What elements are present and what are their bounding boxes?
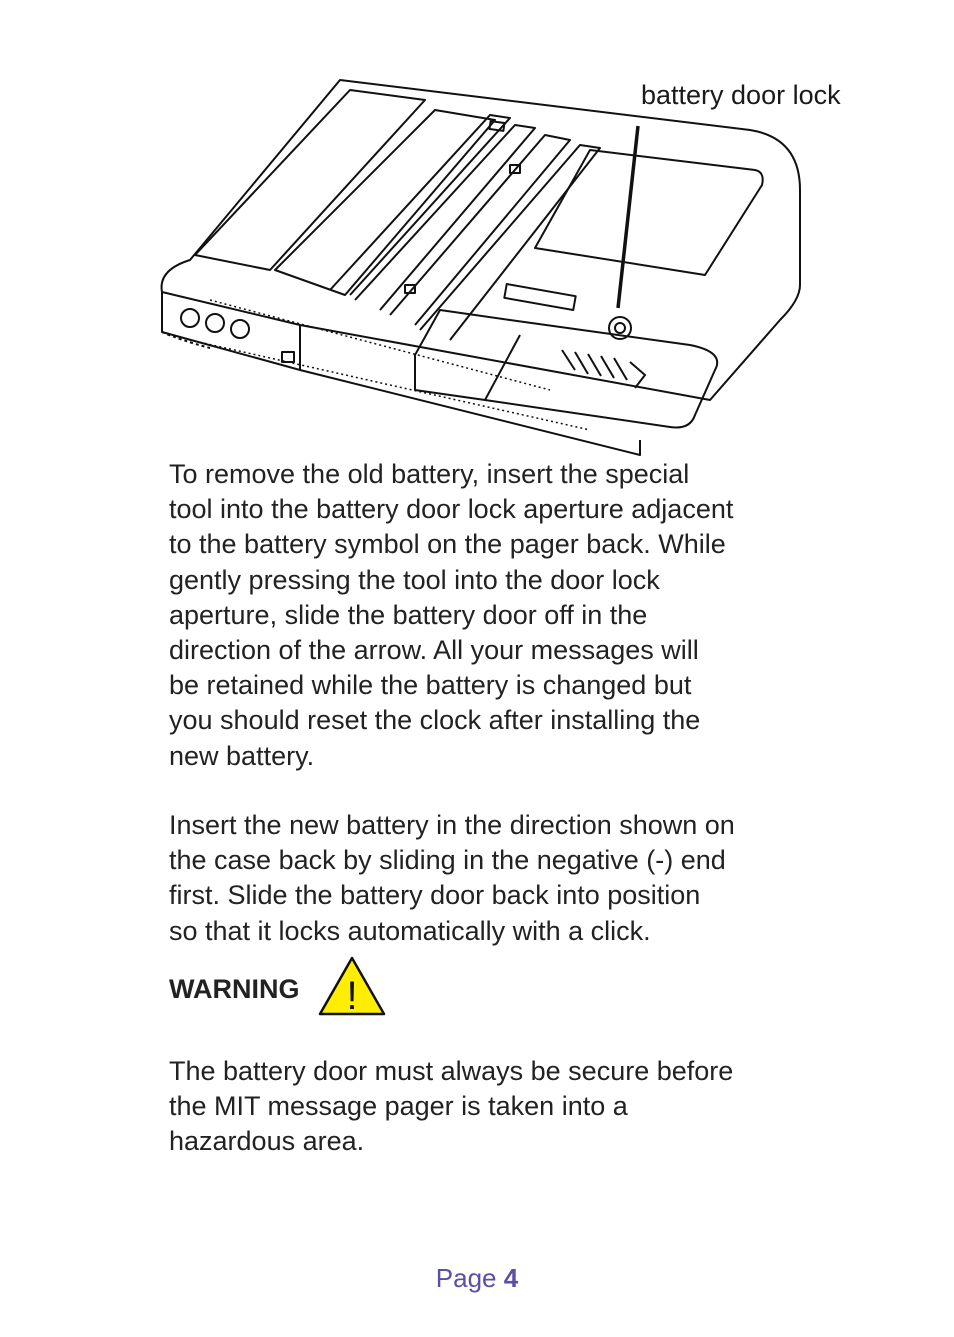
text-line: so that it locks automatically with a click. xyxy=(169,915,651,946)
text-line: The battery door must always be secure before xyxy=(169,1056,734,1086)
text-line: tool into the battery door lock aperture adjacent xyxy=(169,494,734,525)
text-line: new battery. xyxy=(169,740,315,771)
text-line: Insert the new battery in the direction shown on xyxy=(169,810,735,840)
paragraph-insert-battery xyxy=(169,808,819,949)
warning-triangle-icon xyxy=(317,955,387,1017)
text-line: to the battery symbol on the pager back. While xyxy=(169,529,726,560)
text-line: the case back by sliding in the negative (-) end xyxy=(169,845,726,876)
warning-heading: WARNING xyxy=(169,974,300,1004)
page-label: Page xyxy=(435,1263,497,1293)
text-line: gently pressing the tool into the door lock xyxy=(169,564,660,595)
paragraph-remove-battery xyxy=(169,457,819,774)
callout-battery-door-lock: battery door lock xyxy=(641,80,841,110)
text-line: the MIT message pager is taken into a xyxy=(169,1091,628,1122)
warning-glyph: ! xyxy=(346,974,358,1017)
text-line: To remove the old battery, insert the special xyxy=(169,459,690,489)
text-line: aperture, slide the battery door off in the xyxy=(169,599,648,630)
text-line: direction of the arrow. All your messages will xyxy=(169,635,699,666)
text-line: hazardous area. xyxy=(169,1126,365,1157)
text-line: be retained while the battery is changed but xyxy=(169,670,692,701)
paragraph-warning-text xyxy=(169,1054,819,1160)
page-number xyxy=(0,1263,954,1294)
page-number-value: 4 xyxy=(503,1263,519,1293)
pager-back-illustration xyxy=(150,70,910,460)
text-line: you should reset the clock after installing the xyxy=(169,705,701,736)
text-line: first. Slide the battery door back into position xyxy=(169,880,701,911)
